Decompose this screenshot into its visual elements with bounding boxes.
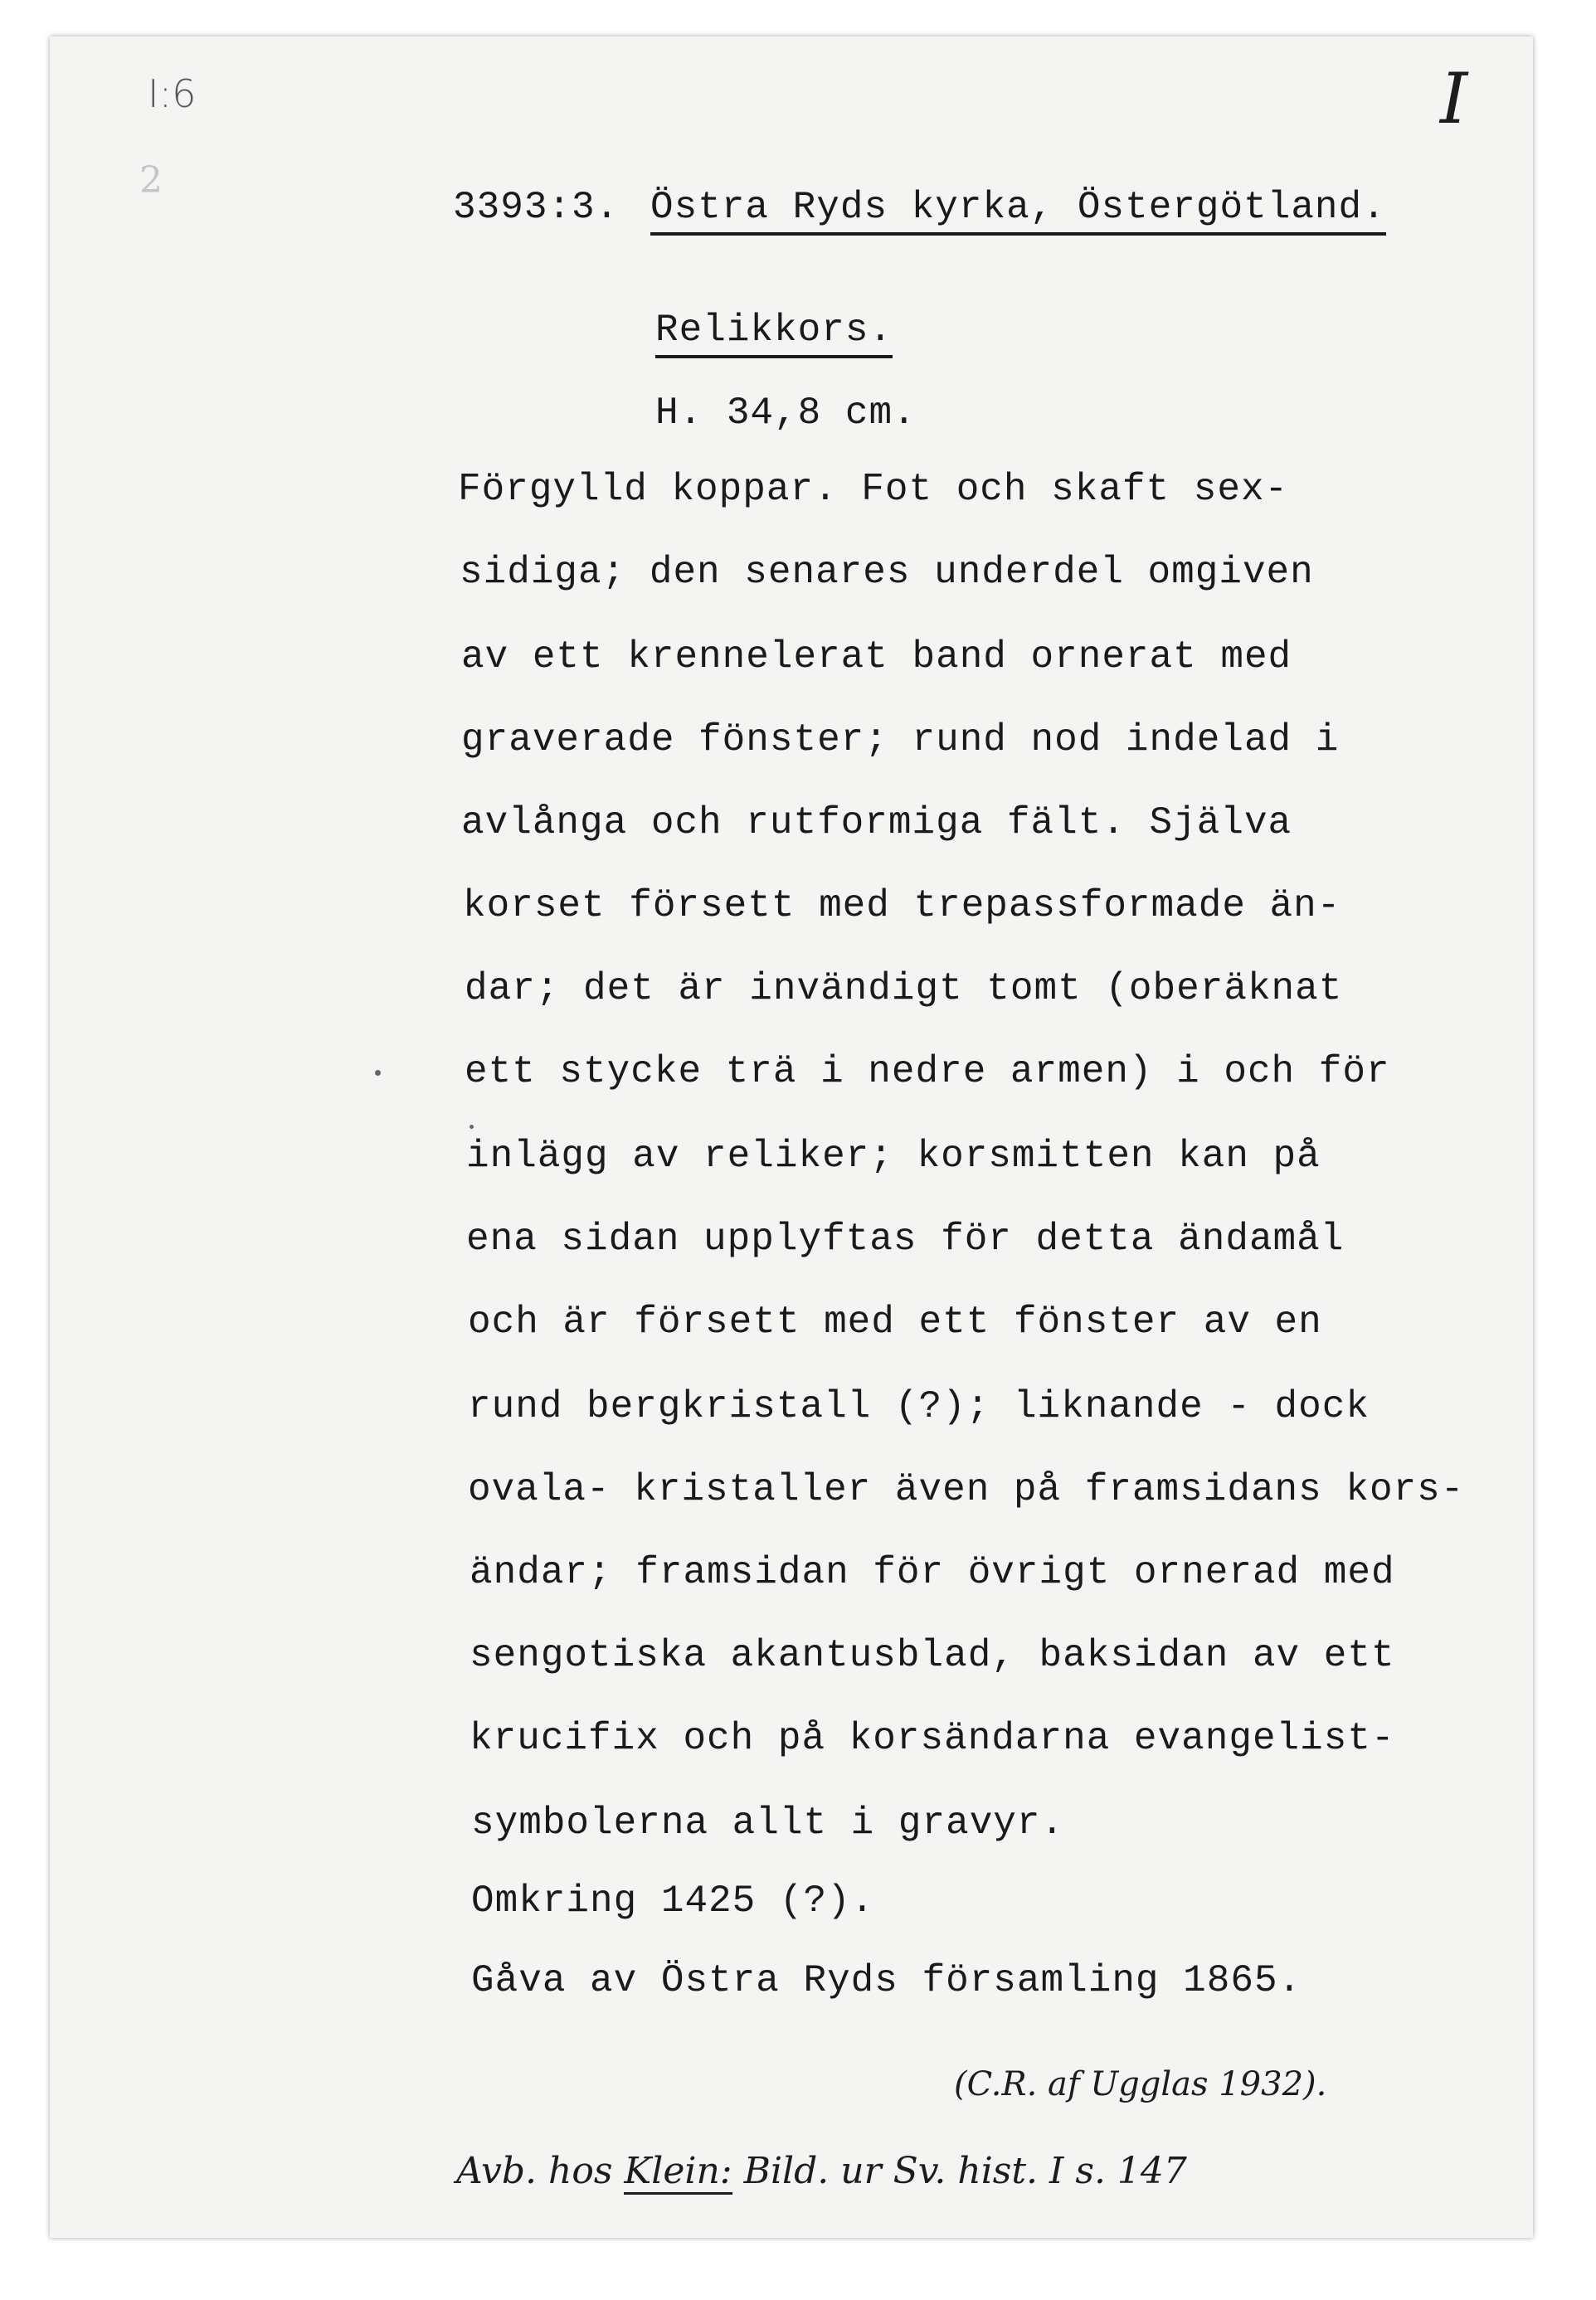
object-height: H. 34,8 cm. [655,391,917,435]
reference-author: Klein: [624,2150,732,2195]
pencil-number: 2 [139,159,163,202]
pencil-mark [470,1125,474,1129]
description-line: krucifix och på korsändarna evangelist- [470,1717,1395,1760]
description-line: graverade fönster; rund nod indelad i [461,718,1340,761]
description-line: rund bergkristall (?); liknande - dock [468,1385,1370,1428]
object-title: Relikkors. [655,309,893,358]
reference-rest: Bild. ur Sv. hist. I s. 147 [743,2150,1187,2192]
location-heading: Östra Ryds kyrka, Östergötland. [650,186,1386,236]
description-line: sengotiska akantusblad, baksidan av ett [470,1634,1395,1677]
catalogue-card [50,36,1533,2238]
description-line: avlånga och rutformiga fält. Själva [461,801,1292,844]
description-line: dar; det är invändigt tomt (oberäknat [465,967,1343,1010]
reference-prefix: Avb. hos [456,2150,613,2192]
date-line: Omkring 1425 (?). [471,1879,875,1923]
description-line: Förgylld koppar. Fot och skaft sex- [458,468,1289,511]
sheet-number: I [1440,58,1468,139]
reference-note [456,2150,1187,2192]
description-line: ovala- kristaller även på framsidans kors- [468,1468,1465,1511]
provenance-line: Gåva av Östra Ryds församling 1865. [471,1959,1302,2002]
description-line: korset försett med trepassformade än- [463,884,1341,927]
description-line: symbolerna allt i gravyr. [471,1802,1065,1845]
description-line: och är försett med ett fönster av en [468,1301,1322,1344]
description-line: ett stycke trä i nedre armen) i och för [465,1050,1390,1093]
author-note: (C.R. af Ugglas 1932). [954,2065,1327,2103]
inventory-number: 3393:3. [453,186,620,229]
shelf-mark: I:6 [148,71,197,116]
description-line: inlägg av reliker; korsmitten kan på [466,1135,1321,1178]
description-line: ena sidan upplyftas för detta ändamål [466,1218,1345,1261]
pencil-mark [375,1070,381,1076]
description-line: ändar; framsidan för övrigt ornerad med [470,1551,1395,1594]
description-line: av ett krennelerat band ornerat med [461,635,1292,678]
description-line: sidiga; den senares underdel omgiven [460,551,1314,594]
